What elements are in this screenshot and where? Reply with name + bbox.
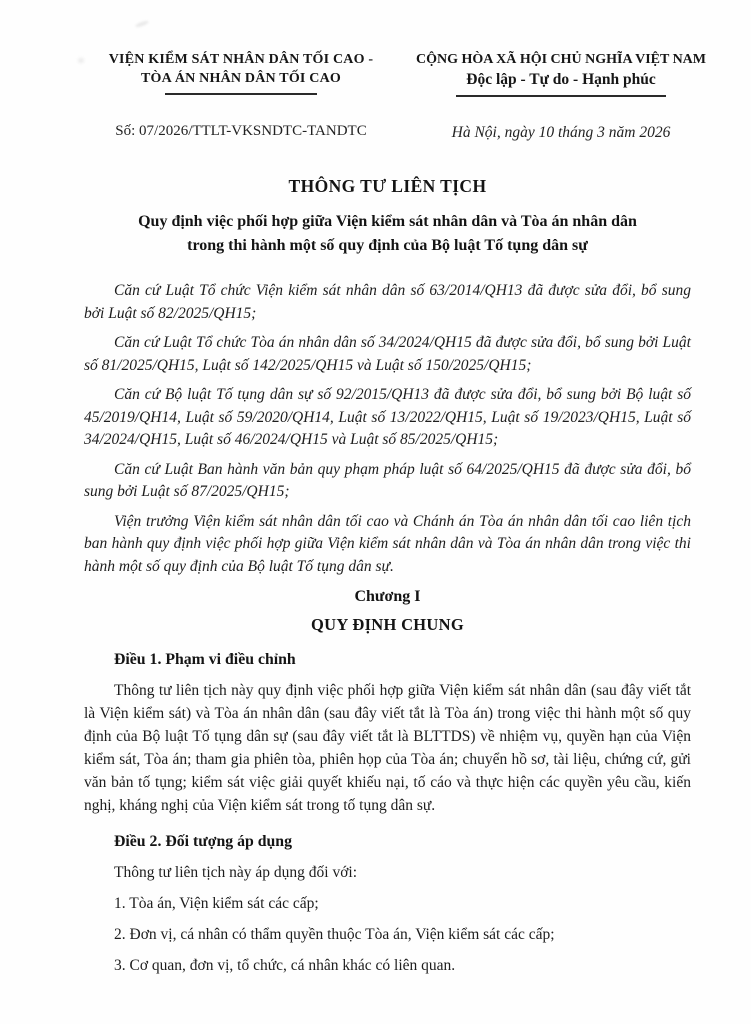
title-block xyxy=(84,176,691,258)
document-header xyxy=(84,50,729,142)
article-2-item-1: 1. Tòa án, Viện kiểm sát các cấp; xyxy=(114,895,319,912)
preamble-paragraph: Căn cứ Luật Tổ chức Viện kiểm sát nhân dân số 63/2014/QH13 đã được sửa đổi, bổ sung bởi Luật số 82/2025/QH15; xyxy=(84,282,691,322)
header-right-rule xyxy=(456,95,666,97)
national-motto-block xyxy=(393,50,729,142)
article-2-heading: Điều 2. Đối tượng áp dụng xyxy=(114,833,292,850)
chapter-heading xyxy=(84,588,691,635)
place-and-date: Hà Nội, ngày 10 tháng 3 năm 2026 xyxy=(451,124,671,141)
document-subject xyxy=(84,210,691,258)
document-number: Số: 07/2026/TTLT-VKSNDTC-TANDTC xyxy=(115,122,367,139)
document-subject-line-2: trong thi hành một số quy định của Bộ luật Tố tụng dân sự xyxy=(187,237,588,254)
chapter-title: QUY ĐỊNH CHUNG xyxy=(310,615,464,634)
preamble-paragraph: Căn cứ Luật Ban hành văn bản quy phạm pháp luật số 64/2025/QH15 đã được sửa đổi, bổ sung bởi Luật số 87/2025/QH15; xyxy=(84,460,691,500)
article-1-paragraph: Thông tư liên tịch này quy định việc phối hợp giữa Viện kiểm sát nhân dân (sau đây viết tắt là Viện kiểm sát) và Tòa án nhân dân (sau đây viết tắt là Tòa án) trong việc thi hành một số quy định của Bộ luật Tố tụng dân sự (sau đây viết tắt là BLTTDS) về nhiệm vụ, quyền hạn của Viện kiểm sát, Tòa án; tham gia phiên tòa, phiên họp của Tòa án; chuyển hồ sơ, tài liệu, chứng cứ, gửi văn bản tố tụng; kiểm sát việc giải quyết khiếu nại, tố cáo và thực hiện các quyền yêu cầu, kiến nghị, kháng nghị của Viện kiểm sát trong tố tụng dân sự. xyxy=(84,682,691,814)
preamble xyxy=(84,280,691,578)
chapter-number: Chương I xyxy=(354,588,421,605)
preamble-paragraph: Căn cứ Luật Tổ chức Tòa án nhân dân số 34/2024/QH15 đã được sửa đổi, bổ sung bởi Luật số 81/2025/QH15, Luật số 142/2025/QH15 và Luật số 150/2025/QH15; xyxy=(84,334,691,374)
article-2 xyxy=(84,830,691,977)
article-2-item-3: 3. Cơ quan, đơn vị, tổ chức, cá nhân khác có liên quan. xyxy=(114,957,456,974)
preamble-paragraph: Căn cứ Bộ luật Tố tụng dân sự số 92/2015/QH13 đã được sửa đổi, bổ sung bởi Bộ luật số 45/2019/QH14, Luật số 59/2020/QH14, Luật số 13/2022/QH15, Luật số 19/2023/QH15, Luật số 34/2024/QH15, Luật số 46/2024/QH15 và Luật số 85/2025/QH15; xyxy=(84,386,691,448)
issuing-agency-line-1: VIỆN KIỂM SÁT NHÂN DÂN TỐI CAO - xyxy=(108,52,374,67)
document-subject-line-1: Quy định việc phối hợp giữa Viện kiểm sát nhân dân và Tòa án nhân dân xyxy=(138,213,637,230)
scan-artifact xyxy=(135,20,150,29)
national-title: CỘNG HÒA XÃ HỘI CHỦ NGHĨA VIỆT NAM xyxy=(415,52,706,67)
issuing-agency-line-2: TÒA ÁN NHÂN DÂN TỐI CAO xyxy=(141,71,341,86)
scan-artifact xyxy=(78,58,84,63)
header-left-rule xyxy=(165,93,317,95)
preamble-paragraph: Viện trưởng Viện kiểm sát nhân dân tối cao và Chánh án Tòa án nhân dân tối cao liên tịch ban hành quy định việc phối hợp giữa Viện kiểm sát nhân dân và Tòa án nhân dân trong việc thi hành một số quy định của Bộ luật Tố tụng dân sự. xyxy=(84,512,691,575)
national-motto: Độc lập - Tự do - Hạnh phúc xyxy=(466,71,656,88)
article-2-item-2: 2. Đơn vị, cá nhân có thẩm quyền thuộc Tòa án, Viện kiểm sát các cấp; xyxy=(114,926,555,943)
article-1 xyxy=(84,648,691,817)
issuing-agencies-block xyxy=(90,50,392,142)
article-2-intro: Thông tư liên tịch này áp dụng đối với: xyxy=(114,864,358,881)
document-type-title: THÔNG TƯ LIÊN TỊCH xyxy=(288,176,487,196)
article-1-heading: Điều 1. Phạm vi điều chỉnh xyxy=(114,651,296,668)
